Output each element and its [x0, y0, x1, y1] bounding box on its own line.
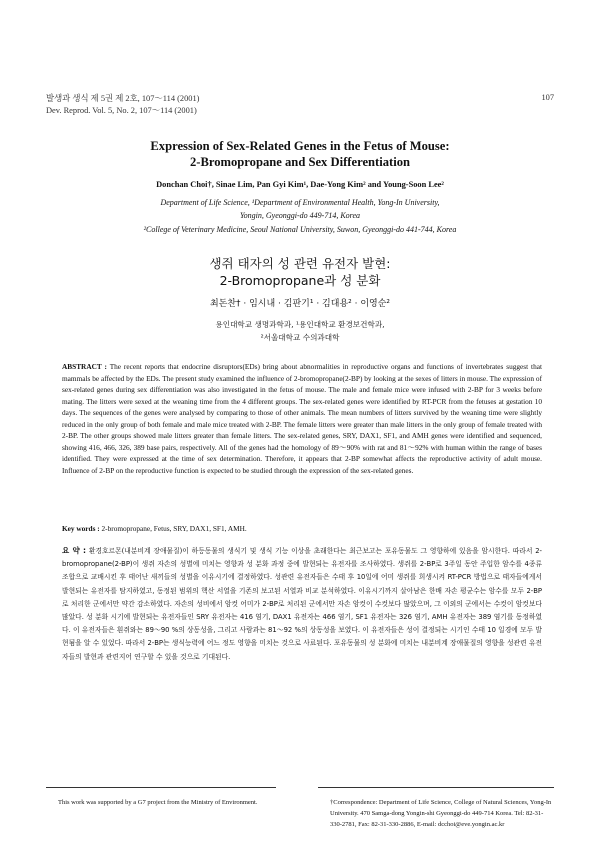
korean-title-line-2: 2-Bromopropane과 성 분화	[219, 273, 381, 288]
author-list: Donchan Choi†, Sinae Lim, Pan Gyi Kim¹, Dae-Yong Kim² and Young-Soon Lee²	[156, 180, 444, 189]
keywords	[62, 524, 542, 533]
header-english: Dev. Reprod. Vol. 5, No. 2, 107～114 (2001)	[46, 105, 197, 115]
funding-footnote: This work was supported by a G7 project from the Ministry of Environment.	[58, 799, 258, 806]
affiliation-line-3: ²College of Veterinary Medicine, Seoul National University, Suwon, Gyeonggi-do 441-744, Korea	[143, 225, 457, 234]
footnote-divider-right	[318, 787, 554, 788]
abstract-text: The recent reports that endocrine disruptors(EDs) bring about abnormalities in reproductive organs and functions of invertebrates suggest that mammals be affected by the EDs. The present study examined the influence of 2-bromopropane(2-BP) by looking at the sexes of litters in mouse. The expression of sex-related genes during sex differentiation was also investigated in the fetus of mouse. The male and female mice were infused with 2-BP for 3 weeks before mating. The litters were sexed at the weaning time from the 4 different groups. The sex-related genes were identified by RT-PCR from the fetuses at gestation 10 days. The sequences of the genes were analysed by comparing to those of other animals. The mean numbers of litters survived by the weaning time were slightly reduced in the only group of both female and male mice treated with 2-BP. The female litters were greater than male litters in the only group of female treated with 2-BP. The other groups showed male litters greater than female litters. The sex-related genes, SRY, DAX1, SF1, and AMH genes were identified and sequenced, showing 416, 466, 326, 389 base pairs, respectively. All of the genes had the homology of 89～90% with rat and 81～92% with human within the range of bases identified. They were expressed at the time of sex determination. Therefore, it appears that 2-BP somewhat affects the reproductive activity of adult mouse. Influence of 2-BP on the reproductive function is expected to be studied through the expression of the sex-related genes.	[62, 362, 542, 475]
paper-title	[40, 138, 560, 170]
keywords-text: 2-bromopropane, Fetus, SRY, DAX1, SF1, AMH.	[101, 524, 247, 533]
title-line-2: 2-Bromopropane and Sex Differentiation	[189, 155, 411, 169]
header-korean: 발생과 생식 제 5권 제 2호, 107～114 (2001)	[46, 94, 200, 103]
korean-title-line-1: 생쥐 태자의 성 관련 유전자 발현:	[209, 256, 391, 271]
korean-abstract-text: 환경호르몬(내분비계 장애물질)이 하등동물의 생식기 및 생식 기능 이상을 초래한다는 최근보고는 포유동물도 그 영향하에 있음을 암시한다. 따라서 2-bromopropane(2-BP)이 생쥐 자손의 성별에 미치는 영향과 성 분화 과정 중에 발현되는 유전자를 조사하였다. 생쥐를 2-BP로 3주일 동안 주입한 암수를 4종류 조합으로 교배시킨 후 태어난 새끼들의 성별을 이유시기에 결정하였다. 성관련 유전자들은 수태 후 10일에 어미 생쥐를 희생시켜 RT-PCR 방법으로 태자들에게서 발현되는 유전자를 탐지하였고, 동정된 범위의 핵산 서열을 기존의 보고된 서열과 비교 분석하였다. 이유시기까지 살아남은 한배 자손 평균수는 암수를 모두 2-BP로 처리한 군에서만 약간 감소하였다. 자손의 성비에서 암컷 어미가 2-BP로 처리된 군에서만 자손 암컷이 수컷보다 많았으며, 그 이외의 군에서는 수컷이 암컷보다 많았다. 성 분화 시기에 발현되는 유전자들인 SRY 유전자는 416 염기, DAX1 유전자는 466 염기, SF1 유전자는 326 염기, AMH 유전자는 389 염기를 동정하였다. 이 유전자들은 흰쥐와는 89～90 %의 상동성을, 그리고 사람과는 81～92 %의 상동성을 보였다. 이 유전자들은 성이 결정되는 시기인 수태 10 일경에 모두 발현됨을 알 수 있었다. 따라서 2-BP는 생식능력에 어느 정도 영향을 미치는 것으로 사료된다. 포유동물의 성 분화에 미치는 내분비계 장애물질의 영향을 성관련 유전자들의 발현과 관련지어 연구할 수 있을 것으로 기대된다.	[62, 547, 542, 661]
korean-affiliations	[40, 318, 560, 344]
running-header	[46, 93, 199, 116]
korean-affiliation-line-2: ²서울대학교 수의과대학	[260, 333, 340, 342]
korean-abstract-label: 요 약 :	[62, 546, 87, 555]
page-number: 107	[541, 93, 554, 102]
korean-author-list: 최돈찬† · 임시내 · 김판기¹ · 김대용² · 이영순²	[209, 299, 391, 309]
affiliation-line-2: Yongin, Gyeonggi-do 449-714, Korea	[239, 210, 361, 220]
affiliation-line-1: Department of Life Science, ¹Department of Environmental Health, Yong-In University,	[160, 198, 440, 207]
abstract-label: ABSTRACT :	[62, 362, 107, 371]
title-line-1: Expression of Sex-Related Genes in the Fetus of Mouse:	[150, 139, 450, 153]
korean-abstract	[62, 544, 542, 664]
korean-title	[40, 255, 560, 289]
correspondence-text: †Correspondence: Department of Life Science, College of Natural Sciences, Yong-In University. 470 Samga-dong Yongin-shi Gyeonggi-do 449-714 Korea. Tel: 82-31-330-2781, Fax: 82-31-330-2886, E-mail: dcchoi@eve.yongin.ac.kr	[330, 799, 552, 828]
footnote-divider-left	[46, 787, 276, 788]
keywords-label: Key words :	[62, 524, 100, 533]
correspondence-footnote	[318, 797, 554, 830]
abstract	[62, 361, 542, 476]
korean-affiliation-line-1: 용인대학교 생명과학과, ¹용인대학교 환경보건학과,	[215, 320, 385, 329]
affiliations	[40, 197, 560, 222]
